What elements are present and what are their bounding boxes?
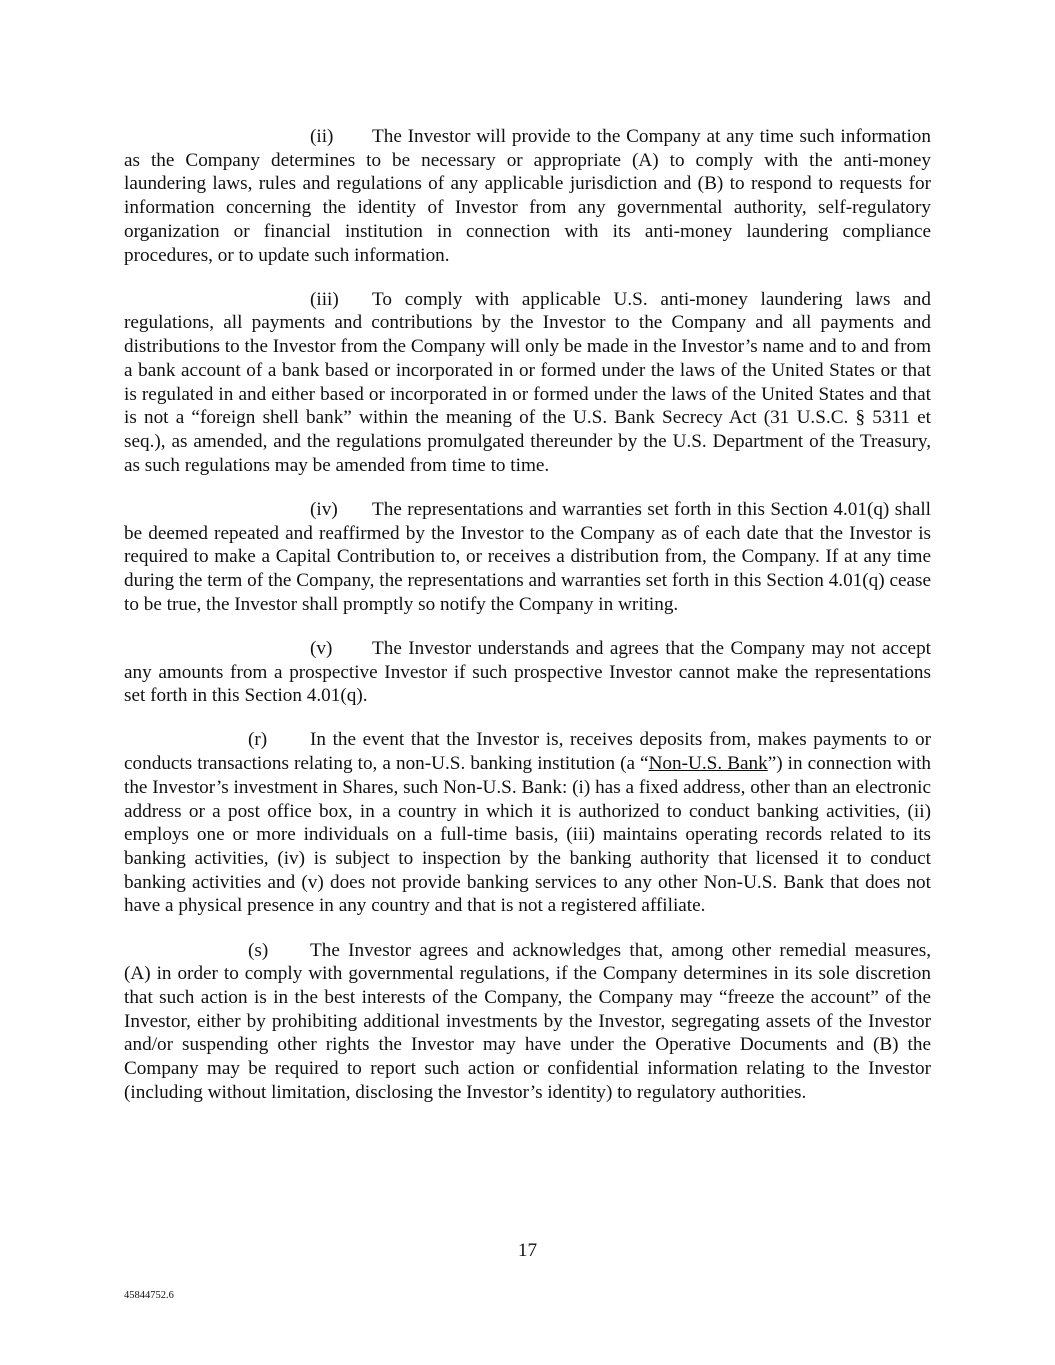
- document-body: [124, 125, 931, 1125]
- paragraph-iv: [124, 498, 931, 617]
- paragraph-number: (s): [248, 939, 269, 961]
- paragraph-s: [124, 939, 931, 1105]
- paragraph-number: (iv): [310, 498, 338, 520]
- paragraph-ii: [124, 125, 931, 267]
- paragraph-v: [124, 637, 931, 708]
- page-number: 17: [517, 1240, 538, 1261]
- paragraph-r: [124, 728, 931, 918]
- paragraph-iii: [124, 288, 931, 478]
- paragraph-text: The Investor will provide to the Company at any time such information as the Company determines to be necessary or appropriate (A) to comply with the anti-money laundering laws, rules and regulations of any applicable jurisdiction and (B) to respond to requests for information concerning the identity of Investor from any governmental authority, self-regulatory organization or financial institution in connection with its anti-money laundering compliance procedures, or to update such information.: [124, 126, 931, 266]
- paragraph-text: The Investor understands and agrees that the Company may not accept any amounts from a prospective Investor if such prospective Investor cannot make the representations set forth in this Section 4.01(q).: [124, 637, 931, 707]
- paragraph-text: The representations and warranties set forth in this Section 4.01(q) shall be deemed repeated and reaffirmed by the Investor to the Company as of each date that the Investor is required to make a Capital Contribution to, or receives a distribution from, the Company. If at any time during the term of the Company, the representations and warranties set forth in this Section 4.01(q) cease to be true, the Investor shall promptly so notify the Company in writing.: [124, 498, 931, 615]
- paragraph-number: (iii): [310, 288, 339, 310]
- paragraph-number: (ii): [310, 126, 334, 147]
- paragraph-number: (v): [310, 637, 333, 659]
- paragraph-text-before: In the event that the Investor is, receives deposits from, makes payments to or conducts transactions relating to, a non-U.S. banking institution (a “: [124, 729, 931, 775]
- paragraph-text: The Investor agrees and acknowledges that, among other remedial measures, (A) in order to comply with governmental regulations, if the Company determines in its sole discretion that such action is in the best interests of the Company, the Company may “freeze the account” of the Investor, either by prohibiting additional investments by the Investor, segregating assets of the Investor and/or suspending other rights the Investor may have under the Operative Documents and (B) the Company may be required to report such action or confidential information relating to the Investor (including without limitation, disclosing the Investor’s identity) to regulatory authorities.: [124, 939, 931, 1103]
- paragraph-text: To comply with applicable U.S. anti-money laundering laws and regulations, all payments and contributions by the Investor to the Company and all payments and distributions to the Investor from the Company will only be made in the Investor’s name and to and from a bank account of a bank based or incorporated in or formed under the laws of the United States or that is regulated in and either based or incorporated in or formed under the laws of the United States and that is not a “foreign shell bank” within the meaning of the U.S. Bank Secrecy Act (31 U.S.C. § 5311 et seq.), as amended, and the regulations promulgated thereunder by the U.S. Department of the Treasury, as such regulations may be amended from time to time.: [124, 288, 931, 476]
- document-id: 45844752.6: [124, 1290, 174, 1301]
- paragraph-text-after: ”) in connection with the Investor’s investment in Shares, such Non-U.S. Bank: (i) has a fixed address, other than an electronic address or a post office box, in a country in which it is authorized to conduct banking activities, (ii) employs one or more individuals on a full-time basis, (iii) maintains operating records related to its banking activities, (iv) is subject to inspection by the banking authority that licensed it to conduct banking activities and (v) does not provide banking services to any other Non-U.S. Bank that does not have a physical presence in any country and that is not a registered affiliate.: [124, 753, 931, 917]
- paragraph-number: (r): [248, 729, 268, 751]
- defined-term: Non-U.S. Bank: [648, 753, 768, 775]
